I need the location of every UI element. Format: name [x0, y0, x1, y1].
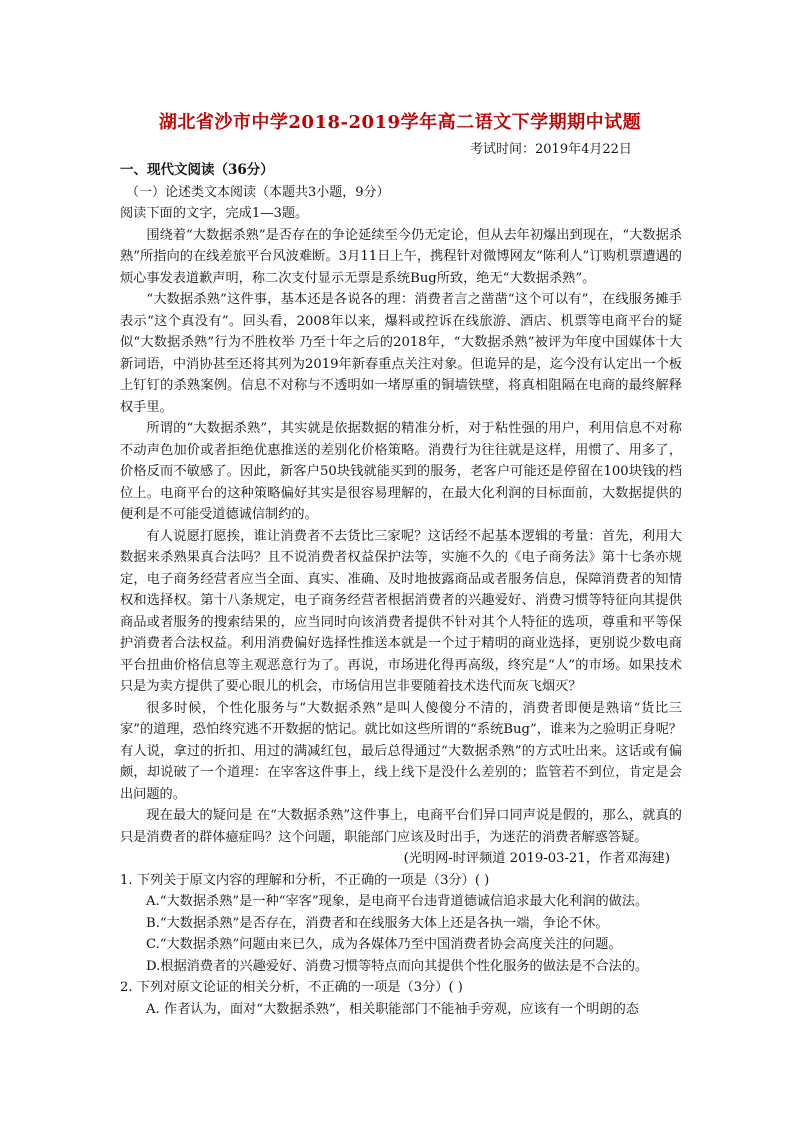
article-paragraph: 现在最大的疑问是 在“大数据杀熟”这件事上，电商平台们异口同声说是假的，那么，就真的只是消费者的群体癔症吗？这个问题，职能部门应该及时出手，为迷茫的消费者解惑答疑。 [120, 808, 682, 845]
page-title: 湖北省沙市中学2018-2019学年高二语文下学期期中试题 [158, 112, 642, 133]
question-option: A.“大数据杀熟”是一种“宰客”现象，是电商平台违背道德诚信追求最大化利润的做法。 [146, 894, 649, 909]
reading-instruction: 阅读下面的文字，完成1—3题。 [120, 206, 309, 221]
subsection-heading: （一）论述类文本阅读（本题共3小题，9分） [126, 184, 390, 200]
question-stem: 2. 下列对原文论证的相关分析，不正确的一项是（3分）( ) [120, 980, 463, 995]
question-option: A. 作者认为，面对“大数据杀熟”，相关职能部门不能袖手旁观，应该有一个明朗的态 [146, 1001, 639, 1017]
article-paragraph: 很多时候，个性化服务与“大数据杀熟”是叫人傻傻分不清的，消费者即便是熟谙“货比三家”的道理，恐怕终究逃不开数据的惦记。就比如这些所谓的“系统Bug”，谁来为之验明正身呢？有人说，拿过的折扣、用过的满减红包，最后总得通过“大数据杀熟”的方式吐出来。这话或有偏颇，却说破了一个道理：在宰客这件事上，线上线下是没什么差别的；监管若不到位，肯定是会出问题的。 [120, 700, 682, 802]
article-paragraph: 围绕着“大数据杀熟”是否存在的争论延续至今仍无定论，但从去年初爆出到现在，“大数据杀熟”所指向的在线差旅平台风波难断。3月11日上午，携程针对微博网友“陈利人”订购机票遭遇的烦心事发表道歉声明，称二次支付显示无票是系统Bug所致，绝无“大数据杀熟”。 [120, 227, 682, 286]
question-stem: 1. 下列关于原文内容的理解和分析，不正确的一项是（3分）( ) [120, 872, 490, 888]
article-paragraph: “大数据杀熟”这件事，基本还是各说各的理：消费者言之凿凿“这个可以有”，在线服务摊手表示“这个真没有”。回头看，2008年以来，爆料或控诉在线旅游、酒店、机票等电商平台的疑似“大数据杀熟”行为不胜枚举 乃至十年之后的2018年，“大数据杀熟”被评为年度中国媒体十大新词语，中消协甚至还将其列为2019年新春重点关注对象。但诡异的是，迄今没有认定出一个板上钉钉的杀熟案例。信息不对称与不透明如一堵厚重的铜墙铁壁，将真相阻隔在电商的最终解释权手里。 [120, 292, 682, 415]
article-source: (光明网-时评频道 2019-03-21，作者邓海建) [403, 851, 670, 866]
question-option: B.“大数据杀熟”是否存在，消费者和在线服务大体上还是各执一端，争论不休。 [146, 915, 609, 931]
question-option: D.根据消费者的兴趣爱好、消费习惯等特点而向其提供个性化服务的做法是不合法的。 [146, 958, 649, 974]
article-paragraph: 所谓的“大数据杀熟”，其实就是依据数据的精准分析，对于粘性强的用户，利用信息不对称不动声色加价或者拒绝优惠推送的差别化价格策略。消费行为往往就是这样，用惯了、用多了，价格反而不敏感了。因此，新客户50块钱就能买到的服务，老客户可能还是停留在100块钱的档位上。电商平台的这种策略偏好其实是很容易理解的，在最大化利润的目标面前，大数据提供的便利是不可能受道德诚信制约的。 [120, 421, 682, 522]
document-body [120, 160, 682, 1020]
exam-time: 考试时间：2019年4月22日 [470, 142, 632, 157]
article-paragraph: 有人说愿打愿挨，谁让消费者不去货比三家呢？这话经不起基本逻辑的考量：首先，利用大数据来杀熟果真合法吗？且不说消费者权益保护法等，实施不久的《电子商务法》第十七条亦规定，电子商务经营者应当全面、真实、准确、及时地披露商品或者服务信息，保障消费者的知情权和选择权。第十八条规定，电子商务经营者根据消费者的兴趣爱好、消费习惯等特征向其提供商品或者服务的搜索结果的，应当同时向该消费者提供不针对其个人特征的选项，尊重和平等保护消费者合法权益。利用消费偏好选择性推送本就是一个过于精明的商业选择，更别说少数电商平台扭曲价格信息等主观恶意行为了。再说，市场进化得再高级，终究是“人”的市场。如果技术只是为卖方提供了要心眼儿的机会，市场信用岂非要随着技术迭代而灰飞烟灭？ [120, 528, 682, 694]
section-heading: 一、现代文阅读（36分） [120, 162, 274, 178]
question-option: C.“大数据杀熟”问题由来已久，成为各媒体乃至中国消费者协会高度关注的问题。 [146, 937, 622, 952]
